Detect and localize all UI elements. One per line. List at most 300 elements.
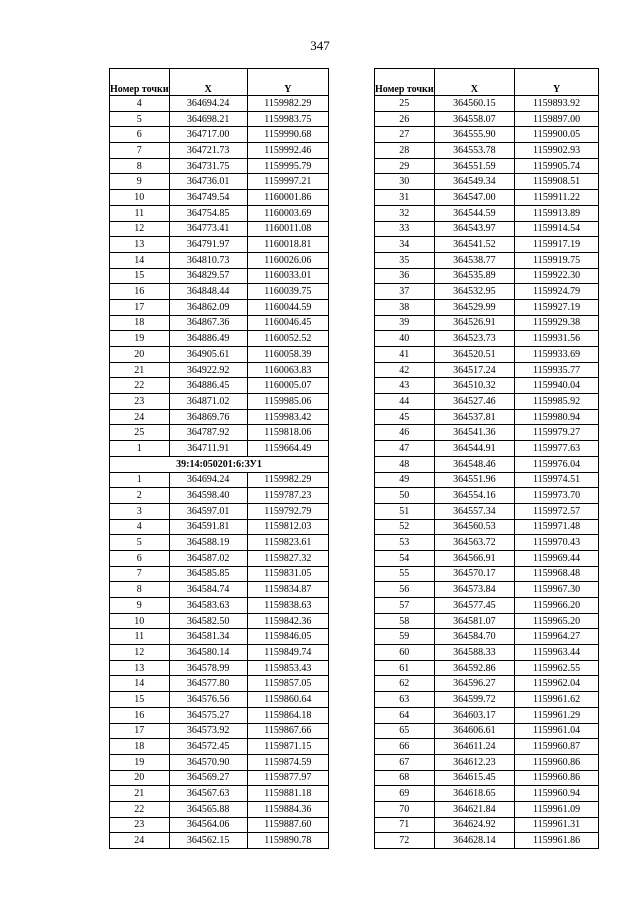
table-row [110,315,329,331]
point-number-cell: 17 [110,723,170,739]
table-row [110,158,329,174]
point-number-cell: 18 [110,315,170,331]
x-cell: 364598.40 [169,488,247,504]
table-row [110,96,329,112]
table-row [375,660,599,676]
point-number-cell: 27 [375,127,435,143]
x-cell: 364862.09 [169,299,247,315]
x-cell: 364551.59 [434,158,515,174]
y-cell: 1159963.44 [515,645,599,661]
table-row [375,347,599,363]
x-cell: 364599.72 [434,692,515,708]
y-cell: 1159827.32 [247,550,328,566]
y-cell: 1159884.36 [247,801,328,817]
table-row [375,96,599,112]
table-row [375,252,599,268]
x-cell: 364578.99 [169,660,247,676]
y-cell: 1159935.77 [515,362,599,378]
table-row [375,535,599,551]
y-cell: 1159976.04 [515,456,599,472]
point-number-cell: 29 [375,158,435,174]
table-row [375,237,599,253]
x-cell: 364510.32 [434,378,515,394]
table-row [375,143,599,159]
x-cell: 364603.17 [434,707,515,723]
table-row [110,441,329,457]
y-cell: 1159846.05 [247,629,328,645]
y-cell: 1159823.61 [247,535,328,551]
table-row [110,252,329,268]
y-cell: 1159966.20 [515,598,599,614]
x-cell: 364572.45 [169,739,247,755]
y-cell: 1159973.70 [515,488,599,504]
table-row [110,284,329,300]
y-cell: 1159971.48 [515,519,599,535]
point-number-cell: 33 [375,221,435,237]
y-cell: 1159940.04 [515,378,599,394]
x-cell: 364587.02 [169,550,247,566]
point-number-cell: 24 [110,833,170,849]
table-row [375,362,599,378]
y-cell: 1159960.94 [515,786,599,802]
y-cell: 1159871.15 [247,739,328,755]
x-cell: 364583.63 [169,598,247,614]
table-row [375,566,599,582]
coordinates-table-right [374,68,599,849]
point-number-cell: 64 [375,707,435,723]
point-number-cell: 42 [375,362,435,378]
point-number-cell: 67 [375,754,435,770]
table-row [375,394,599,410]
x-cell: 364615.45 [434,770,515,786]
x-cell: 364541.52 [434,237,515,253]
y-cell: 1160046.45 [247,315,328,331]
point-number-cell: 44 [375,394,435,410]
y-cell: 1159961.31 [515,817,599,833]
table-row [375,205,599,221]
y-cell: 1159983.75 [247,111,328,127]
point-number-cell: 71 [375,817,435,833]
x-cell: 364551.96 [434,472,515,488]
x-cell: 364592.86 [434,660,515,676]
x-cell: 364548.46 [434,456,515,472]
y-cell: 1159927.19 [515,299,599,315]
point-number-cell: 17 [110,299,170,315]
x-cell: 364905.61 [169,347,247,363]
y-cell: 1159664.49 [247,441,328,457]
x-cell: 364573.84 [434,582,515,598]
y-cell: 1159960.86 [515,754,599,770]
y-cell: 1160033.01 [247,268,328,284]
table-row [375,833,599,849]
point-number-cell: 47 [375,441,435,457]
x-cell: 364698.21 [169,111,247,127]
x-cell: 364577.45 [434,598,515,614]
x-cell: 364612.23 [434,754,515,770]
x-cell: 364570.17 [434,566,515,582]
table-row [375,582,599,598]
x-cell: 364577.80 [169,676,247,692]
table-row [375,425,599,441]
y-cell: 1159931.56 [515,331,599,347]
x-cell: 364555.90 [434,127,515,143]
point-number-cell: 7 [110,566,170,582]
table-row [110,394,329,410]
point-number-cell: 9 [110,598,170,614]
point-number-cell: 37 [375,284,435,300]
x-cell: 364848.44 [169,284,247,300]
x-cell: 364596.27 [434,676,515,692]
x-cell: 364537.81 [434,409,515,425]
table-row [375,221,599,237]
y-cell: 1159985.06 [247,394,328,410]
x-cell: 364618.65 [434,786,515,802]
y-cell: 1160011.08 [247,221,328,237]
point-number-cell: 49 [375,472,435,488]
x-cell: 364529.99 [434,299,515,315]
x-cell: 364810.73 [169,252,247,268]
point-number-cell: 53 [375,535,435,551]
x-cell: 364538.77 [434,252,515,268]
y-cell: 1159842.36 [247,613,328,629]
x-cell: 364523.73 [434,331,515,347]
table-row [375,598,599,614]
y-cell: 1159977.63 [515,441,599,457]
point-number-cell: 5 [110,111,170,127]
x-cell: 364736.01 [169,174,247,190]
point-number-cell: 70 [375,801,435,817]
y-cell: 1160052.52 [247,331,328,347]
y-cell: 1159864.18 [247,707,328,723]
point-number-cell: 51 [375,503,435,519]
y-cell: 1159881.18 [247,786,328,802]
x-cell: 364564.06 [169,817,247,833]
point-number-cell: 21 [110,786,170,802]
y-cell: 1160039.75 [247,284,328,300]
y-cell: 1160058.39 [247,347,328,363]
y-cell: 1159924.79 [515,284,599,300]
x-cell: 364517.24 [434,362,515,378]
header-y: Y [515,69,599,96]
y-cell: 1159914.54 [515,221,599,237]
table-row [110,143,329,159]
table-row [110,550,329,566]
point-number-cell: 45 [375,409,435,425]
point-number-cell: 6 [110,127,170,143]
x-cell: 364575.27 [169,707,247,723]
table-row [375,158,599,174]
point-number-cell: 25 [110,425,170,441]
y-cell: 1159893.92 [515,96,599,112]
y-cell: 1159838.63 [247,598,328,614]
y-cell: 1159857.05 [247,676,328,692]
table-row [375,409,599,425]
point-number-cell: 13 [110,660,170,676]
x-cell: 364560.53 [434,519,515,535]
point-number-cell: 56 [375,582,435,598]
point-number-cell: 24 [110,409,170,425]
x-cell: 364694.24 [169,472,247,488]
table-row [375,315,599,331]
x-cell: 364562.15 [169,833,247,849]
section-title: 39:14:050201:6:ЗУ1 [110,456,329,472]
x-cell: 364580.14 [169,645,247,661]
x-cell: 364588.19 [169,535,247,551]
point-number-cell: 13 [110,237,170,253]
header-x: X [169,69,247,96]
y-cell: 1159972.57 [515,503,599,519]
point-number-cell: 11 [110,205,170,221]
x-cell: 364563.72 [434,535,515,551]
point-number-cell: 15 [110,692,170,708]
table-row [110,299,329,315]
y-cell: 1159960.86 [515,770,599,786]
y-cell: 1159983.42 [247,409,328,425]
point-number-cell: 1 [110,441,170,457]
table-row [110,409,329,425]
point-number-cell: 16 [110,284,170,300]
coordinates-table-left [109,68,329,849]
x-cell: 364871.02 [169,394,247,410]
x-cell: 364560.15 [434,96,515,112]
point-number-cell: 63 [375,692,435,708]
y-cell: 1160001.86 [247,190,328,206]
table-row [375,111,599,127]
table-row [110,503,329,519]
x-cell: 364584.70 [434,629,515,645]
point-number-cell: 5 [110,535,170,551]
table-row [110,707,329,723]
point-number-cell: 61 [375,660,435,676]
table-row [375,739,599,755]
point-number-cell: 14 [110,252,170,268]
y-cell: 1159834.87 [247,582,328,598]
x-cell: 364869.76 [169,409,247,425]
table-row [110,645,329,661]
table-header-row [110,69,329,96]
table-row [375,503,599,519]
point-number-cell: 6 [110,550,170,566]
x-cell: 364721.73 [169,143,247,159]
table-row [375,707,599,723]
point-number-cell: 11 [110,629,170,645]
x-cell: 364624.92 [434,817,515,833]
y-cell: 1159853.43 [247,660,328,676]
y-cell: 1159962.55 [515,660,599,676]
y-cell: 1159911.22 [515,190,599,206]
point-number-cell: 12 [110,645,170,661]
point-number-cell: 40 [375,331,435,347]
point-number-cell: 18 [110,739,170,755]
point-number-cell: 1 [110,472,170,488]
header-y: Y [247,69,328,96]
x-cell: 364773.41 [169,221,247,237]
point-number-cell: 36 [375,268,435,284]
section-row [110,456,329,472]
table-row [375,770,599,786]
y-cell: 1159933.69 [515,347,599,363]
table-row [375,127,599,143]
table-row [110,190,329,206]
y-cell: 1159792.79 [247,503,328,519]
table-row [375,786,599,802]
x-cell: 364584.74 [169,582,247,598]
y-cell: 1160005.07 [247,378,328,394]
y-cell: 1159961.09 [515,801,599,817]
y-cell: 1159995.79 [247,158,328,174]
table-row [375,378,599,394]
x-cell: 364886.45 [169,378,247,394]
point-number-cell: 2 [110,488,170,504]
point-number-cell: 50 [375,488,435,504]
x-cell: 364558.07 [434,111,515,127]
table-row [110,221,329,237]
table-row [110,833,329,849]
y-cell: 1159919.75 [515,252,599,268]
point-number-cell: 4 [110,96,170,112]
table-header-row [375,69,599,96]
x-cell: 364544.91 [434,441,515,457]
y-cell: 1159890.78 [247,833,328,849]
y-cell: 1159967.30 [515,582,599,598]
x-cell: 364526.91 [434,315,515,331]
point-number-cell: 30 [375,174,435,190]
y-cell: 1159887.60 [247,817,328,833]
point-number-cell: 22 [110,378,170,394]
x-cell: 364787.92 [169,425,247,441]
point-number-cell: 9 [110,174,170,190]
y-cell: 1159982.29 [247,472,328,488]
y-cell: 1159982.29 [247,96,328,112]
y-cell: 1160026.06 [247,252,328,268]
point-number-cell: 25 [375,96,435,112]
y-cell: 1159962.04 [515,676,599,692]
y-cell: 1159900.05 [515,127,599,143]
point-number-cell: 4 [110,519,170,535]
table-row [110,786,329,802]
y-cell: 1159961.29 [515,707,599,723]
point-number-cell: 32 [375,205,435,221]
table-row [375,629,599,645]
x-cell: 364581.34 [169,629,247,645]
table-row [375,754,599,770]
table-row [110,472,329,488]
point-number-cell: 10 [110,190,170,206]
x-cell: 364694.24 [169,96,247,112]
y-cell: 1159905.74 [515,158,599,174]
point-number-cell: 41 [375,347,435,363]
x-cell: 364532.95 [434,284,515,300]
table-row [110,488,329,504]
table-row [110,362,329,378]
x-cell: 364588.33 [434,645,515,661]
table-row [375,456,599,472]
point-number-cell: 60 [375,645,435,661]
point-number-cell: 8 [110,158,170,174]
header-x: X [434,69,515,96]
table-row [110,754,329,770]
y-cell: 1159897.00 [515,111,599,127]
y-cell: 1159917.19 [515,237,599,253]
point-number-cell: 3 [110,503,170,519]
x-cell: 364544.59 [434,205,515,221]
point-number-cell: 54 [375,550,435,566]
y-cell: 1159812.03 [247,519,328,535]
point-number-cell: 28 [375,143,435,159]
x-cell: 364591.81 [169,519,247,535]
point-number-cell: 31 [375,190,435,206]
x-cell: 364569.27 [169,770,247,786]
table-row [375,284,599,300]
table-row [110,566,329,582]
table-row [375,519,599,535]
table-row [110,535,329,551]
x-cell: 364535.89 [434,268,515,284]
table-row [110,378,329,394]
point-number-cell: 19 [110,331,170,347]
table-row [110,629,329,645]
point-number-cell: 16 [110,707,170,723]
x-cell: 364585.85 [169,566,247,582]
table-row [375,692,599,708]
table-row [110,739,329,755]
table-row [110,613,329,629]
x-cell: 364867.36 [169,315,247,331]
y-cell: 1159860.64 [247,692,328,708]
table-row [110,268,329,284]
point-number-cell: 20 [110,770,170,786]
y-cell: 1159913.89 [515,205,599,221]
y-cell: 1159985.92 [515,394,599,410]
x-cell: 364791.97 [169,237,247,253]
y-cell: 1159961.62 [515,692,599,708]
x-cell: 364886.49 [169,331,247,347]
y-cell: 1159968.48 [515,566,599,582]
table-row [110,598,329,614]
point-number-cell: 55 [375,566,435,582]
x-cell: 364628.14 [434,833,515,849]
x-cell: 364547.00 [434,190,515,206]
table-row [110,692,329,708]
point-number-cell: 23 [110,394,170,410]
point-number-cell: 19 [110,754,170,770]
point-number-cell: 72 [375,833,435,849]
x-cell: 364554.16 [434,488,515,504]
point-number-cell: 39 [375,315,435,331]
x-cell: 364606.61 [434,723,515,739]
x-cell: 364582.50 [169,613,247,629]
y-cell: 1159969.44 [515,550,599,566]
point-number-cell: 46 [375,425,435,441]
table-row [110,801,329,817]
point-number-cell: 57 [375,598,435,614]
y-cell: 1159990.68 [247,127,328,143]
point-number-cell: 62 [375,676,435,692]
table-row [375,331,599,347]
table-row [375,801,599,817]
table-row [110,519,329,535]
y-cell: 1159961.04 [515,723,599,739]
table-row [375,645,599,661]
y-cell: 1159960.87 [515,739,599,755]
point-number-cell: 15 [110,268,170,284]
point-number-cell: 38 [375,299,435,315]
x-cell: 364754.85 [169,205,247,221]
table-row [110,237,329,253]
table-row [375,817,599,833]
y-cell: 1159997.21 [247,174,328,190]
y-cell: 1159992.46 [247,143,328,159]
